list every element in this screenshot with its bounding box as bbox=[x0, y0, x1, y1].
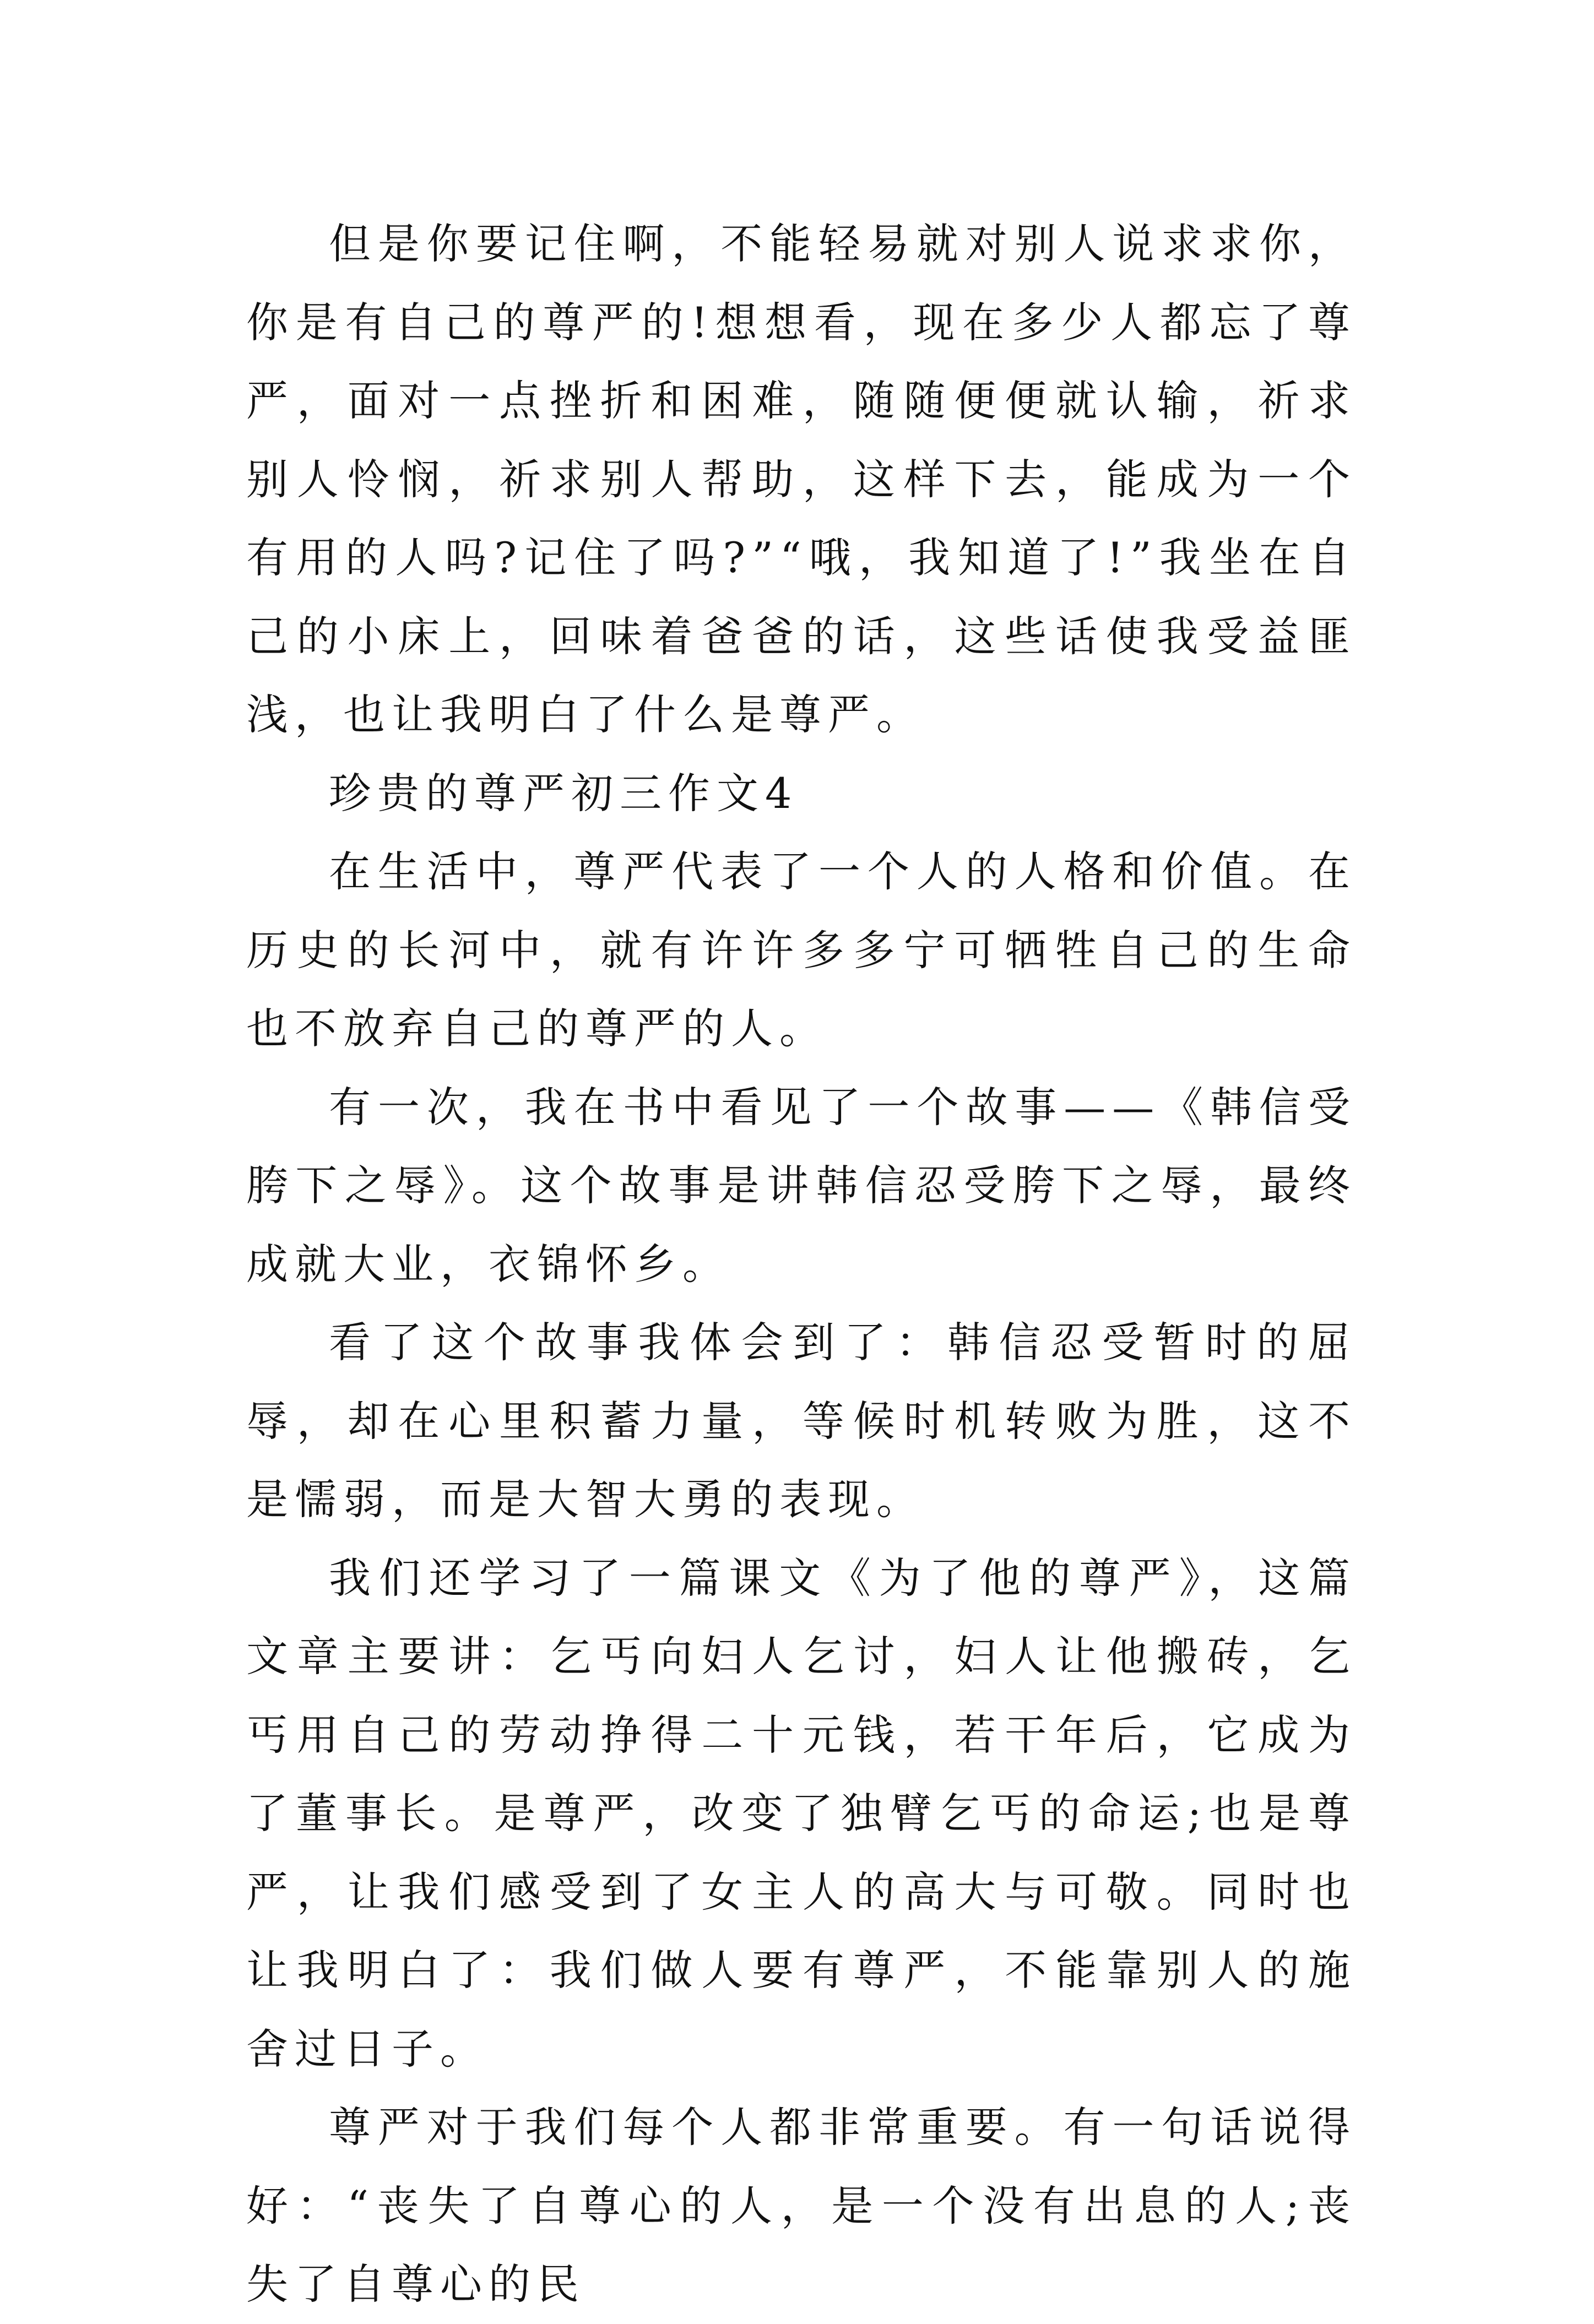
document-body bbox=[246, 205, 1357, 2324]
paragraph-reflection: 看了这个故事我体会到了：韩信忍受暂时的屈辱，却在心里积蓄力量，等候时机转败为胜，这不是懦弱，而是大智大勇的表现。 bbox=[246, 1318, 1357, 1524]
paragraph-intro: 在生活中，尊严代表了一个人的人格和价值。在历史的长河中，就有许许多多宁可牺牲自己的生命也不放弃自己的尊严的人。 bbox=[246, 847, 1357, 1053]
paragraph-importance: 尊严对于我们每个人都非常重要。有一句话说得好：“丧失了自尊心的人，是一个没有出息的人;丧失了自尊心的民 bbox=[246, 2103, 1357, 2309]
paragraph-dignity-advice: 但是你要记住啊，不能轻易就对别人说求求你，你是有自己的尊严的!想想看，现在多少人都忘了尊严，面对一点挫折和困难，随随便便就认输，祈求别人怜悯，祈求别人帮助，这样下去，能成为一个有用的人吗?记住了吗?”“哦，我知道了!”我坐在自己的小床上，回味着爸爸的话，这些话使我受益匪浅，也让我明白了什么是尊严。 bbox=[246, 219, 1357, 739]
essay-heading: 珍贵的尊严初三作文4 bbox=[329, 768, 799, 818]
paragraph-lesson: 我们还学习了一篇课文《为了他的尊严》，这篇文章主要讲：乞丐向妇人乞讨，妇人让他搬砖，乞丐用自己的劳动挣得二十元钱，若干年后，它成为了董事长。是尊严，改变了独臂乞丐的命运;也是尊严，让我们感受到了女主人的高大与可敬。同时也让我明白了：我们做人要有尊严，不能靠别人的施舍过日子。 bbox=[246, 1553, 1357, 2073]
paragraph-han-xin-story: 有一次，我在书中看见了一个故事——《韩信受胯下之辱》。这个故事是讲韩信忍受胯下之辱，最终成就大业，衣锦怀乡。 bbox=[246, 1082, 1357, 1289]
